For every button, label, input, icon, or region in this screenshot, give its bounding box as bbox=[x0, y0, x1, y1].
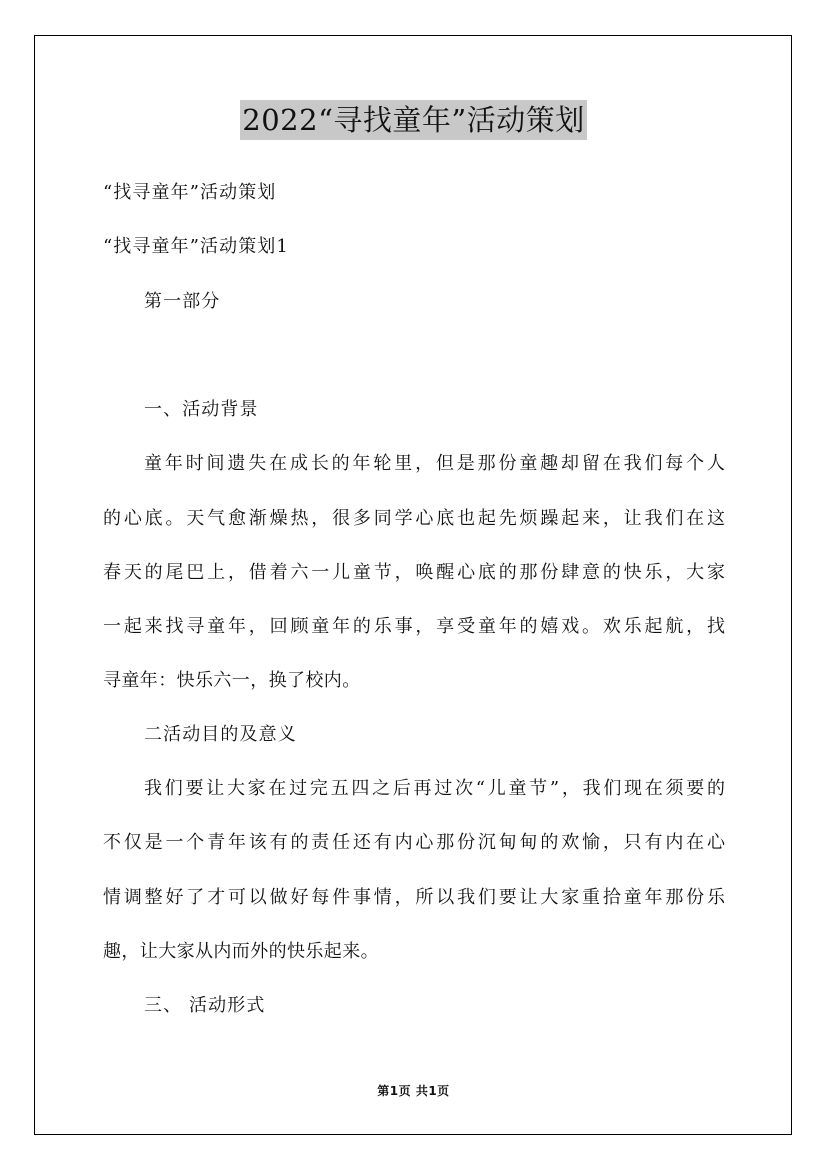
page-number-footer: 第1页 共1页 bbox=[377, 1084, 450, 1098]
title-container bbox=[0, 100, 827, 140]
paragraph-line: 春天的尾巴上，借着六一儿童节，唤醒心底的那份肆意的快乐，大家 bbox=[103, 562, 725, 583]
paragraph-line: 趣，让大家从内而外的快乐起来。 bbox=[103, 941, 379, 962]
paragraph-line: 我们要让大家在过完五四之后再过次“儿童节”，我们现在须要的 bbox=[144, 778, 725, 799]
section-heading-form: 三、 活动形式 bbox=[144, 995, 266, 1016]
paragraph-line: 童年时间遗失在成长的年轮里，但是那份童趣却留在我们每个人 bbox=[144, 453, 725, 474]
paragraph-line: 不仅是一个青年该有的责任还有内心那份沉甸甸的欢愉，只有内在心 bbox=[103, 832, 725, 853]
paragraph-line: 一起来找寻童年，回顾童年的乐事，享受童年的嬉戏。欢乐起航，找 bbox=[103, 616, 725, 637]
section-heading-purpose: 二活动目的及意义 bbox=[144, 724, 297, 745]
subtitle-line: “找寻童年”活动策划 bbox=[103, 182, 277, 203]
section-heading-part-one: 第一部分 bbox=[144, 291, 221, 312]
paragraph-line: 的心底。天气愈渐燥热，很多同学心底也起先烦躁起来，让我们在这 bbox=[103, 508, 725, 529]
paragraph-line: 寻童年：快乐六一，换了校内。 bbox=[103, 670, 361, 691]
section-heading-background: 一、活动背景 bbox=[144, 399, 259, 420]
subtitle-line-1: “找寻童年”活动策划1 bbox=[103, 236, 289, 257]
paragraph-line: 情调整好了才可以做好每件事情，所以我们要让大家重拾童年那份乐 bbox=[103, 887, 725, 908]
document-title: 2022“寻找童年”活动策划 bbox=[240, 100, 586, 140]
